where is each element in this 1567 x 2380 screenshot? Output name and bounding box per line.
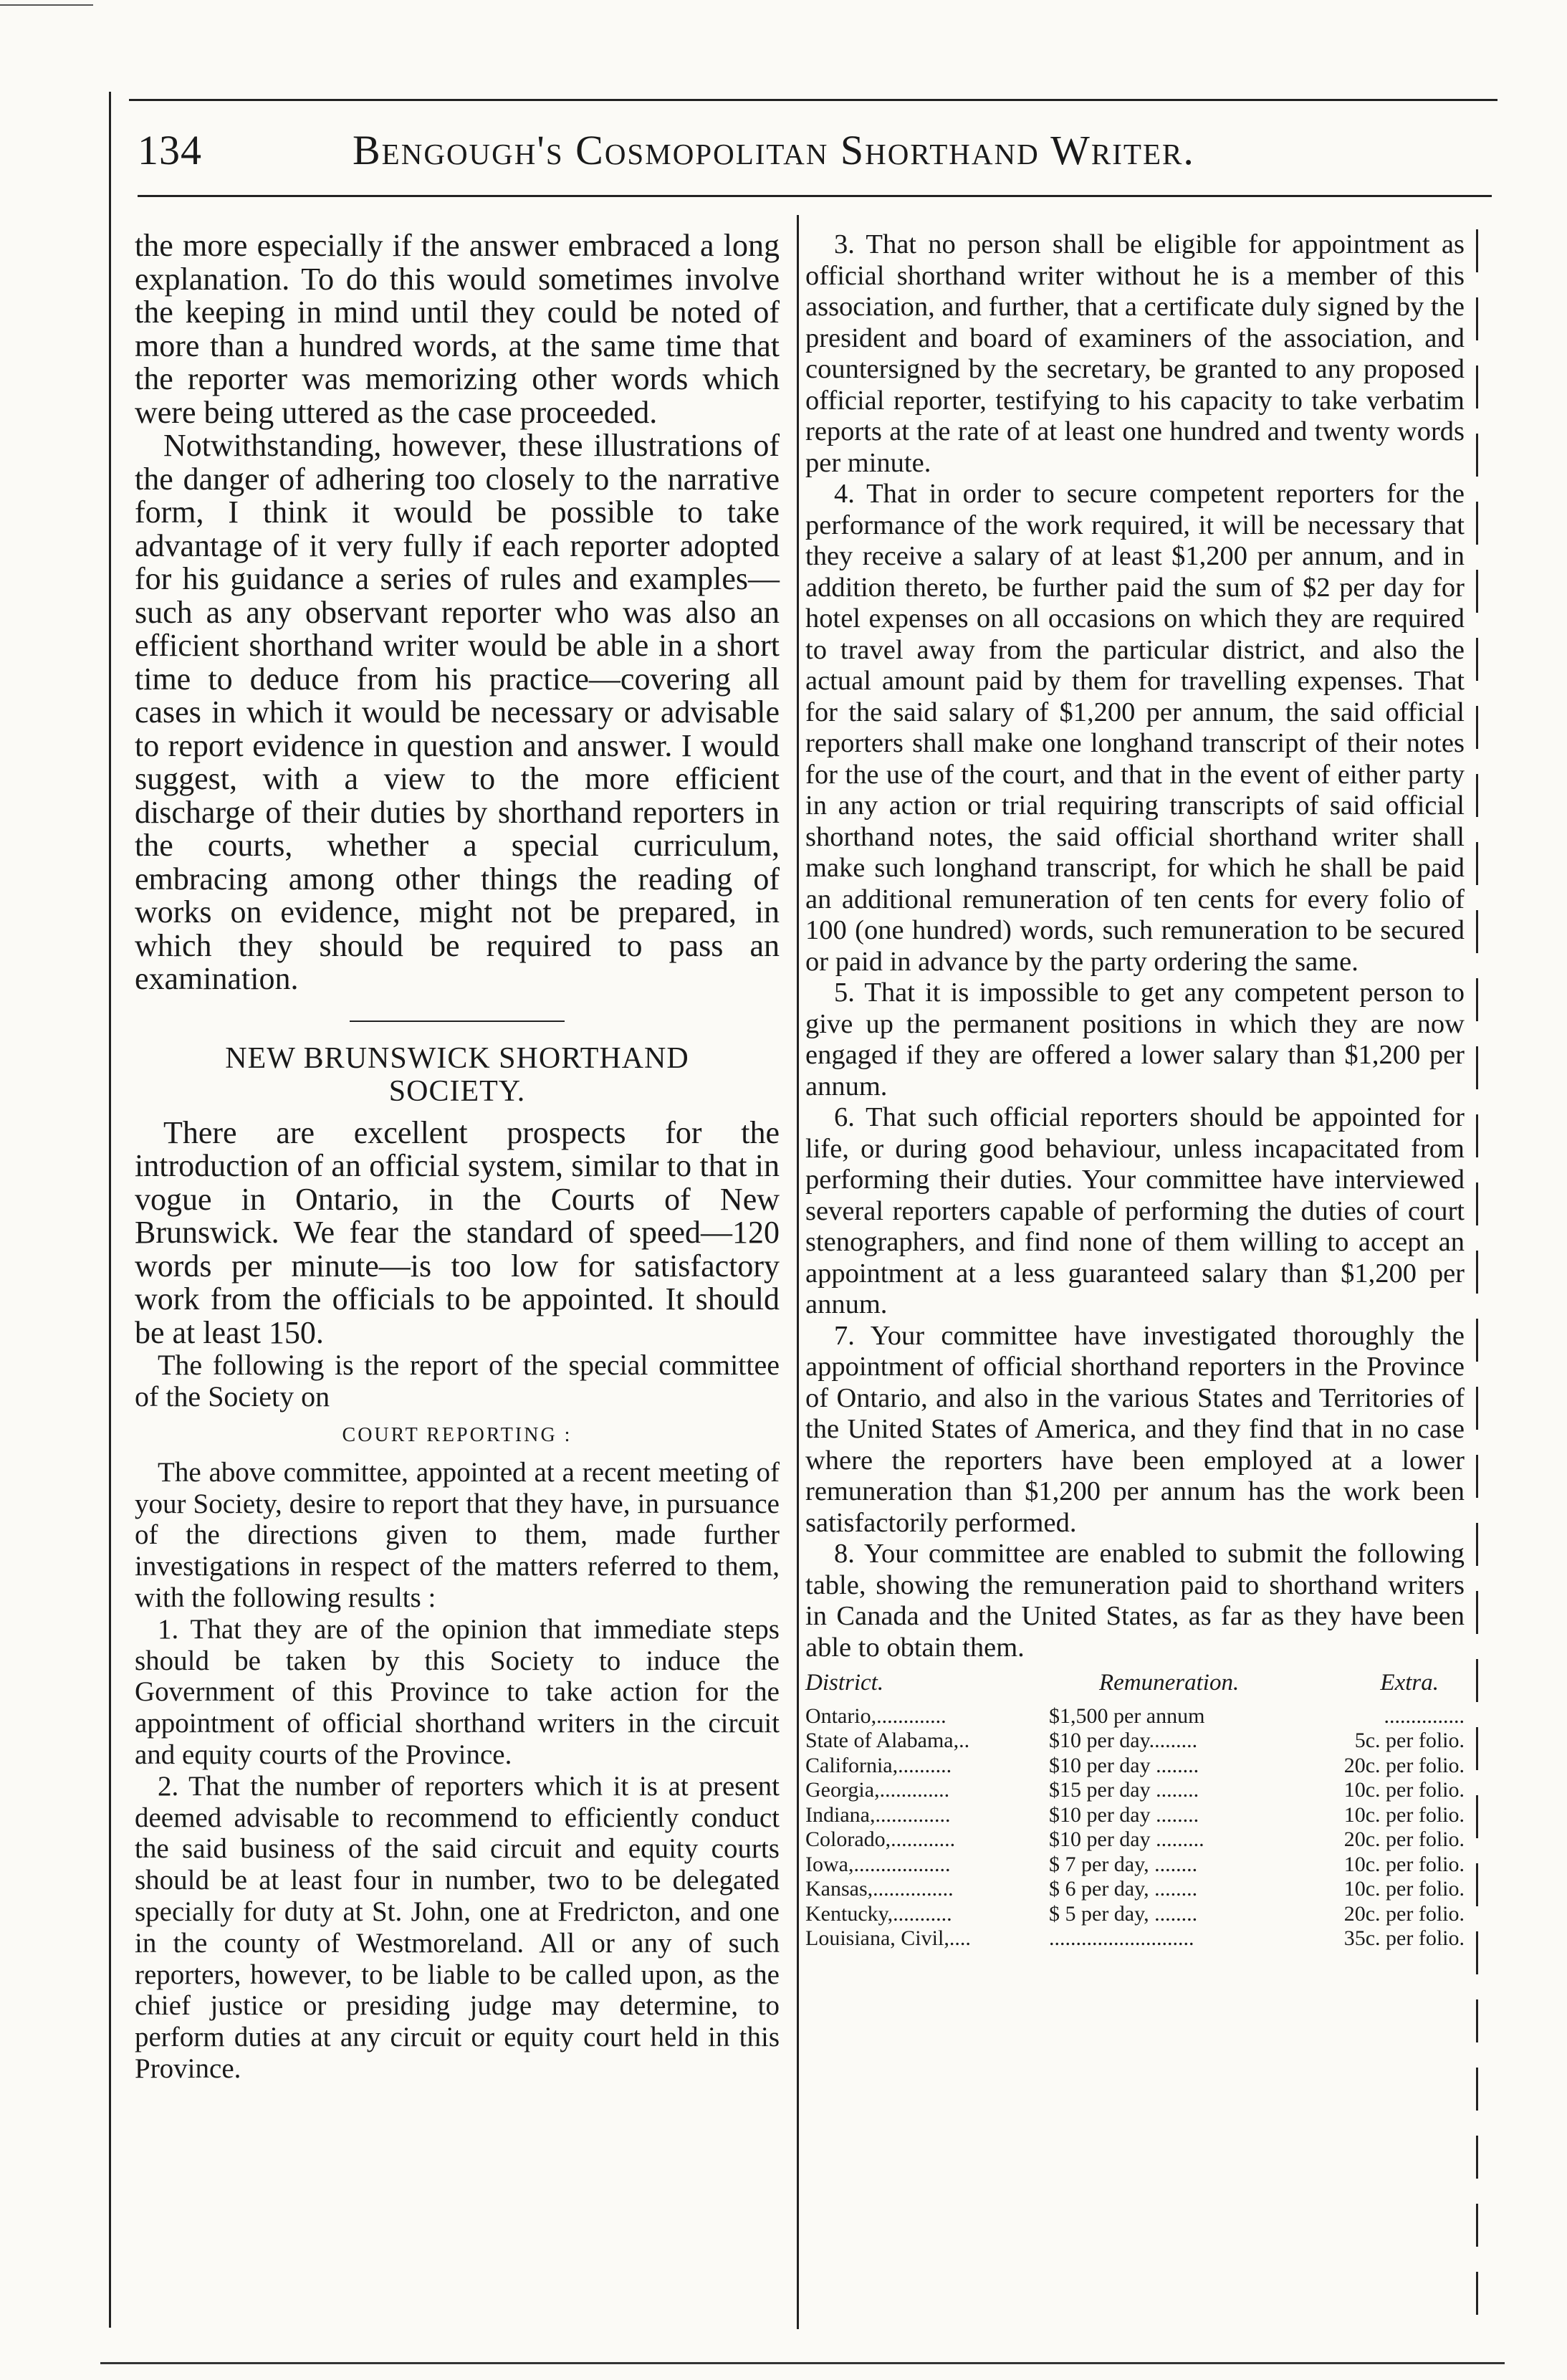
table-cell: 10c. per folio.	[1343, 1852, 1465, 1876]
table-cell: Ontario,.............	[805, 1703, 947, 1728]
right-column	[805, 229, 1465, 1951]
page-header	[138, 120, 1492, 185]
left-column	[135, 229, 780, 2085]
paragraph: 7. Your committee have investigated thoroughly the appointment of official shorthand reporters in the Province of Ontario, and also in the various States and Territories of the United States of America, and they find that in no case where the reporters have been employed at a lower remuneration than $1,200 per annum has the work been satisfactorily performed.	[805, 1320, 1465, 1538]
table-cell: 20c. per folio.	[1343, 1901, 1465, 1926]
table-cell: $10 per day .........	[1049, 1827, 1204, 1851]
paragraph: There are excellent prospects for the introduction of an official system, similar to that in vogue in Ontario, in the Courts of New Brunswick. We fear the standard of speed—120 words per minute—is too low for satisfactory work from the officials to be appointed. It should be at least 150.	[135, 1114, 780, 1350]
table-cell: 5c. per folio.	[1354, 1729, 1465, 1752]
section-title-line: SOCIETY.	[388, 1074, 526, 1108]
table-cell: $10 per day.........	[1049, 1729, 1198, 1752]
table-cell: 20c. per folio.	[1343, 1827, 1465, 1851]
column-header: District.	[805, 1670, 884, 1696]
table-row	[805, 1704, 1465, 1729]
paragraph: 3. That no person shall be eligible for appointment as official shorthand writer without he is a member of this association, and further, that a certificate duly signed by the president and board of examiners of the association, and countersigned by the secretary, be granted to any proposed official reporter, testifying to his capacity to take verbatim reports at the rate of at least one hundred and twenty words per minute.	[805, 229, 1465, 478]
running-title: Bengough's Cosmopolitan Shorthand Writer.	[353, 127, 1195, 173]
table-cell: 20c. per folio.	[1343, 1753, 1465, 1777]
paragraph: 1. That they are of the opinion that immediate steps should be taken by this Society to induce the Government of this Province to take action for the appointment of official shorthand writers in the circuit and equity courts of the Province.	[135, 1613, 780, 1770]
table-cell: $1,500 per annum	[1049, 1703, 1205, 1728]
table-row	[805, 1803, 1465, 1828]
table-cell: 35c. per folio.	[1343, 1926, 1465, 1950]
report-heading: COURT REPORTING :	[342, 1424, 572, 1446]
paragraph: 2. That the number of reporters which it is at present deemed advisable to recommend to efficiently conduct the said business of the said circuit and equity courts should be at least four in number, two to be delegated specially for duty at St. John, one at Fredricton, and one in the county of Westmoreland. All or any of such reporters, however, to be liable to be called upon, as the chief justice or presiding judge may determine, to perform duties at any circuit or equity court held in this Province.	[135, 1770, 780, 2084]
table-cell: $ 6 per day, ........	[1049, 1877, 1198, 1901]
table-row	[805, 1729, 1465, 1754]
table-cell: Iowa,..................	[805, 1852, 951, 1876]
column-header: Remuneration.	[1099, 1670, 1240, 1696]
remuneration-table	[805, 1671, 1465, 1951]
column-header: Extra.	[1380, 1670, 1439, 1696]
table-cell: Colorado,............	[805, 1827, 956, 1851]
table-cell: ...........................	[1049, 1926, 1194, 1950]
table-cell: 10c. per folio.	[1343, 1802, 1465, 1827]
table-cell: Indiana,..............	[805, 1802, 951, 1827]
table-cell: $10 per day ........	[1049, 1753, 1199, 1777]
table-row	[805, 1853, 1465, 1878]
table-row	[805, 1827, 1465, 1853]
paragraph: The above committee, appointed at a recent meeting of your Society, desire to report that they have, in pursuance of the directions given to them, made further investigations in respect of the matters referred to them, with the following results :	[135, 1456, 780, 1613]
paragraph: 8. Your committee are enabled to submit the following table, showing the remuneration paid to shorthand writers in Canada and the United States, as far as they have been able to obtain them.	[805, 1539, 1465, 1663]
paragraph: 5. That it is impossible to get any competent person to give up the permanent positions in which they are now engaged if they are offered a lower salary than $1,200 per annum.	[805, 978, 1465, 1101]
paragraph: 4. That in order to secure competent reporters for the performance of the work required, it will be necessary that they receive a salary of at least $1,200 per annum, and in addition thereto, be further paid the sum of $2 per day for hotel expenses on all occasions on which they are required to travel away from the particular district, and also the actual amount paid by them for travelling expenses. That for the said salary of $1,200 per annum, the said official reporters shall make one longhand transcript of their notes for the use of the court, and that in the event of either party in any action or trial requiring transcripts of said official shorthand notes, the said official shorthand writer shall make such longhand transcript, for which he shall be paid an additional remuneration of ten cents for every folio of 100 (one hundred) words, such remuneration to be secured or paid in advance by the party ordering the same.	[805, 479, 1465, 977]
table-cell: $15 per day ........	[1049, 1778, 1199, 1802]
header-rule	[138, 195, 1492, 197]
table-row	[805, 1902, 1465, 1927]
paragraph: the more especially if the answer embraced a long explanation. To do this would sometimes involve the keeping in mind until they could be noted of more than a hundred words, at the same time that the reporter was memorizing other words which were being uttered as the case proceeded.	[135, 228, 780, 430]
table-cell: ...............	[1384, 1703, 1465, 1728]
bottom-rule	[100, 2362, 1505, 2364]
column-divider	[797, 215, 799, 2329]
table-row	[805, 1778, 1465, 1803]
top-rule	[129, 99, 1497, 101]
table-cell: Kansas,...............	[805, 1877, 954, 1901]
paragraph: Notwithstanding, however, these illustrations of the danger of adhering too closely to the narrative form, I think it would be possible to take advantage of it very fully if each reporter adopted for his guidance a series of rules and examples—such as any observant reporter who was also an efficient shorthand writer would be able in a short time to deduce from his practice—covering all cases in which it would be necessary or advisable to report evidence in question and answer. I would suggest, with a view to the more efficient discharge of their duties by shorthand reporters in the courts, whether a special curriculum, embracing among other things the reading of works on evidence, might not be prepared, in which they should be required to pass an examination.	[135, 428, 780, 996]
table-row	[805, 1877, 1465, 1902]
left-frame-rule	[109, 92, 111, 2328]
section-title	[135, 1042, 780, 1108]
report-intro: The following is the report of the special committee of the Society on	[135, 1349, 780, 1413]
table-cell: $ 5 per day, ........	[1049, 1901, 1198, 1926]
table-cell: 10c. per folio.	[1343, 1778, 1465, 1802]
table-cell: State of Alabama,..	[805, 1729, 970, 1752]
table-cell: Kentucky,...........	[805, 1901, 952, 1926]
section-title-line: NEW BRUNSWICK SHORTHAND	[225, 1041, 689, 1075]
table-cell: California,..........	[805, 1753, 952, 1777]
table-cell: Louisiana, Civil,....	[805, 1926, 971, 1950]
table-row	[805, 1926, 1465, 1951]
paragraph: 6. That such official reporters should be appointed for life, or during good behaviour, unless incapacitated from performing their duties. Your committee have interviewed several reporters capable of performing the duties of court stenographers, and find none of them willing to accept an appointment at a less guaranteed salary than $1,200 per annum.	[805, 1102, 1465, 1319]
table-header-row	[805, 1671, 1465, 1704]
table-cell: $ 7 per day, ........	[1049, 1852, 1198, 1876]
table-cell: 10c. per folio.	[1343, 1877, 1465, 1901]
page-number: 134	[138, 127, 202, 173]
table-cell: Georgia,.............	[805, 1778, 950, 1802]
table-cell: $10 per day ........	[1049, 1802, 1199, 1827]
table-row	[805, 1754, 1465, 1779]
right-edge-rule	[1476, 229, 1478, 2322]
corner-mark	[0, 4, 93, 6]
section-separator	[350, 1021, 565, 1022]
